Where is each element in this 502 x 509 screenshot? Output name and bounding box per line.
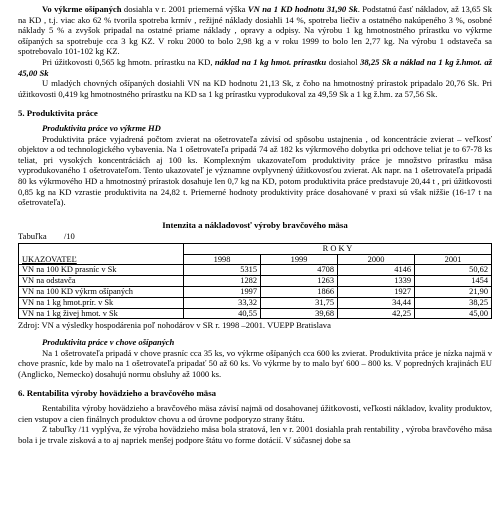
section6-heading: 6. Rentabilita výroby hovädzieho a bravčového mäsa bbox=[18, 388, 217, 399]
cell-value: 1997 bbox=[184, 287, 261, 298]
pig-section-subheading: Produktivita práce v chove ošípaných bbox=[42, 337, 175, 348]
cell-value: 33,32 bbox=[184, 297, 261, 308]
row-label: VN na 100 KD výkrm ošípaných bbox=[19, 287, 184, 298]
cell-value: 39,68 bbox=[261, 308, 338, 319]
table-row bbox=[19, 265, 492, 276]
intro-text-rest: nákladov, až 13,65 Sk na KD , t.j. viac ako 62 % tvorila spotreba krmív , režijné náklady dosiahli 14 %, spotreba liečiv a ostatného nakúpeného 3 %, osobné náklady 5 % a zvyšok pripadal na ostatné priame náklady , opravy a odpisy. Na výrobu 1 kg hmotnostného prírastku vo výkrme ošípaných sa spotrebuje cca 3 kg KZ. V roku 2000 to bolo 2,98 kg a v roku 1999 to bolo len 2,77 kg. Na výrobu 1 odstaveča sa spotrebovalo 101-102 kg KZ. bbox=[18, 4, 493, 57]
p2-highlight-d: 38,25 Sk a náklad na 1 kg ž.hmot. až 45,00 Sk bbox=[18, 56, 493, 78]
table-row bbox=[19, 308, 492, 319]
intro-highlight: VN na 1 KD hodnotu 31,90 Sk bbox=[247, 4, 358, 14]
pork-cost-table bbox=[18, 243, 492, 320]
cell-value: 4708 bbox=[261, 265, 338, 276]
p2-highlight-b: náklad na 1 kg hmot. prírastku bbox=[214, 56, 327, 67]
cell-value: 31,75 bbox=[261, 297, 338, 308]
intro-text-2: . Podstatnú časť bbox=[357, 4, 414, 14]
cell-value: 1454 bbox=[415, 276, 492, 287]
cell-value: 34,44 bbox=[338, 297, 415, 308]
intro-paragraph bbox=[18, 4, 492, 57]
section5-subheading: Produktivita práce vo výkrme HD bbox=[42, 122, 161, 133]
p3-paragraph: U mladých chovných ošípaných dosiahli VN na KD hodnotu 21,13 Sk, z čoho na hmotnostný prírastok pripadalo 20,76 Sk. Pri úžitkovosti 0,419 kg hmotnostného prírastku na KD sa 1 kg prírastku vyprodukoval za 49,59 Sk a 1 kg ž.hm. za 57,56 Sk. bbox=[18, 78, 492, 99]
section6-paragraph-2: Z tabuľky /11 vyplýva, že výroba hovädzieho mäsa bola stratová, len v r. 2001 dosiahla prah rentability , výroba bravčového mäsa bola i je trvale zisková a to aj napriek menšej podpore štátu vo forme dotácií. V súčasnej dobe sa bbox=[18, 424, 492, 445]
header-year: 2001 bbox=[415, 254, 492, 265]
pig-section-paragraph: Na 1 ošetrovateľa pripadá v chove prasníc cca 35 ks, vo výkrme ošípaných cca 600 ks zvierat. Produktivita práce je nízka najmä v chove prasníc, kde by malo na 1 ošetrovateľa pripadať 50 až 60 ks. Vo výkrme by to malo byť 600 – 800 ks. V popredných krajinách EU (Anglicko, Nemecko) dosahujú normu obsluhy až 1000 ks. bbox=[18, 347, 492, 379]
section5-heading: 5. Produktivita práce bbox=[18, 108, 98, 119]
cell-value: 1866 bbox=[261, 287, 338, 298]
table-row bbox=[19, 287, 492, 298]
section6-paragraph-1: Rentabilita výroby hovädzieho a bravčového mäsa závisí najmä od dosahovanej úžitkovosti, veľkosti nákladov, kvality produktov, cien vstupov a cien finálnych produktov chovu a od úrovne podporyzo strany štátu. bbox=[18, 403, 492, 424]
header-years-group: R O K Y bbox=[184, 243, 492, 254]
table-source: Zdroj: VN a výsledky hospodárenia poľ nohodárov v SR r. 1998 –2001. VUEPP Bratislava bbox=[18, 320, 331, 331]
row-label: VN na 1 kg živej hmot. v Sk bbox=[19, 308, 184, 319]
header-year: 1998 bbox=[184, 254, 261, 265]
header-year: 1999 bbox=[261, 254, 338, 265]
cell-value: 4146 bbox=[338, 265, 415, 276]
cell-value: 42,25 bbox=[338, 308, 415, 319]
cell-value: 50,62 bbox=[415, 265, 492, 276]
cell-value: 40,55 bbox=[184, 308, 261, 319]
p2-paragraph bbox=[18, 57, 492, 78]
p2-text-a: Pri úžitkovosti 0,565 kg hmotn. prírastku na KD, bbox=[42, 56, 215, 67]
table-label-number: /10 bbox=[63, 231, 75, 242]
section5-paragraph: Produktivita práce vyjadrená počtom zvierat na ošetrovateľa závisí od spôsobu ustajnenia , od koncentrácie zvierat – veľkosť objektov a od technologického vybavenia. Na 1 ošetrovateľa pripadá 74 až 182 ks výkrmového dobytka pri odchove teliat je to 67-78 ks teliat, pri vysokých koncentráciách aj 100 ks. Komplexným ukazovateľom produktivity práce je množstvo prírastku mäsa vyprodukovaného 1 ošetrovateľom. Tento ukazovateľ je významne ovplyvnený úžitkovosťou zvierat. Ak napr. na 1 ošetrovateľa pripadá 80 ks výkrmového HD a hmotnostný prírastok dosahuje len 0,7 kg na KD, potom produktivita práce predstavuje 20,44 t , pri úžitkovosti 0,85 kg na KD vzrastie produktivita na 24,82 t. Priemerné hodnoty produktivity práce dosahované v praxi sú však nižšie (16-17 t na ošetrovateľa). bbox=[18, 133, 492, 208]
table-row bbox=[19, 297, 492, 308]
header-year: 2000 bbox=[338, 254, 415, 265]
cell-value: 1263 bbox=[261, 276, 338, 287]
p2-text-c: dosiahol bbox=[326, 56, 361, 67]
row-label: VN na 100 KD prasníc v Sk bbox=[19, 265, 184, 276]
row-label: VN na 1 kg hmot.prír. v Sk bbox=[19, 297, 184, 308]
table-row bbox=[19, 276, 492, 287]
cell-value: 5315 bbox=[184, 265, 261, 276]
table-title: Intenzita a nákladovosť výroby bravčového mäsa bbox=[162, 219, 348, 230]
table-label-text: Tabuľka bbox=[18, 231, 47, 242]
cell-value: 45,00 bbox=[415, 308, 492, 319]
table-label bbox=[18, 231, 492, 242]
cell-value: 1927 bbox=[338, 287, 415, 298]
table-header-row-1 bbox=[19, 243, 492, 254]
cell-value: 1282 bbox=[184, 276, 261, 287]
cell-value: 1339 bbox=[338, 276, 415, 287]
header-indicator: UKAZOVATEĽ bbox=[19, 243, 184, 265]
document-page bbox=[18, 4, 492, 445]
intro-text-1: dosiahla v r. 2001 priemerná výška bbox=[121, 4, 248, 14]
intro-bold-lead: Vo výkrme ošípaných bbox=[42, 4, 122, 14]
cell-value: 38,25 bbox=[415, 297, 492, 308]
row-label: VN na odstavča bbox=[19, 276, 184, 287]
cell-value: 21,90 bbox=[415, 287, 492, 298]
